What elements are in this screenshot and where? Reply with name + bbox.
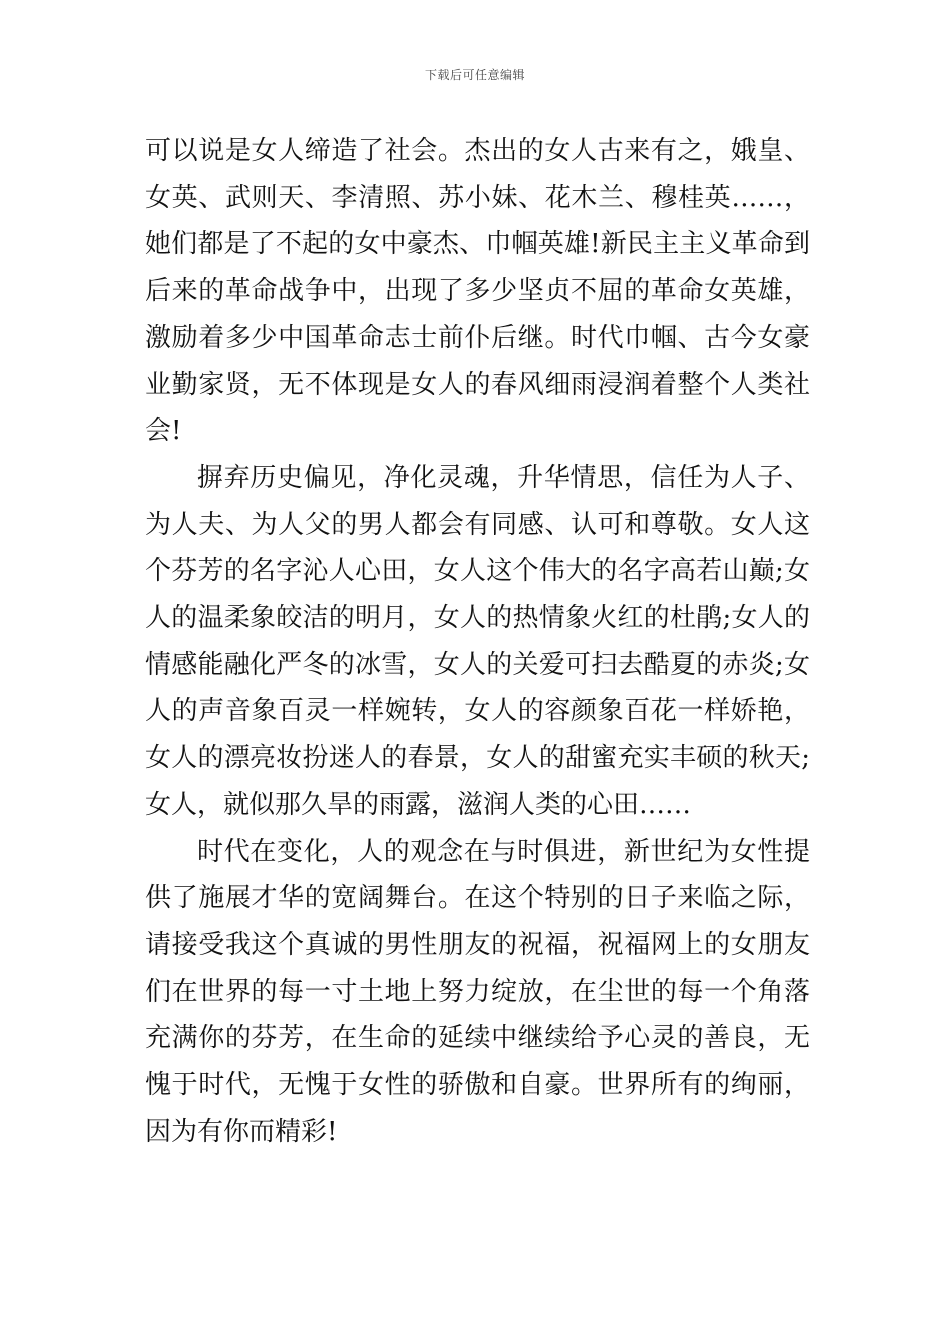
document-body bbox=[145, 128, 810, 1155]
paragraph-3: 时代在变化，人的观念在与时俱进，新世纪为女性提供了施展才华的宽阔舞台。在这个特别的日子来临之际，请接受我这个真诚的男性朋友的祝福，祝福网上的女朋友们在世界的每一寸土地上努力绽放，在尘世的每一个角落充满你的芬芳，在生命的延续中继续给予心灵的善良，无愧于时代，无愧于女性的骄傲和自豪。世界所有的绚丽，因为有你而精彩! bbox=[145, 836, 810, 1147]
paragraph-1: 可以说是女人缔造了社会。杰出的女人古来有之，娥皇、女英、武则天、李清照、苏小妹、花木兰、穆桂英……，她们都是了不起的女中豪杰、巾帼英雄!新民主主义革命到后来的革命战争中，出现了多少坚贞不屈的革命女英雄，激励着多少中国革命志士前仆后继。时代巾帼、古今女豪业勤家贤，无不体现是女人的春风细雨浸润着整个人类社会! bbox=[145, 136, 810, 447]
paragraph-2: 摒弃历史偏见，净化灵魂，升华情思，信任为人子、为人夫、为人父的男人都会有同感、认可和尊敬。女人这个芬芳的名字沁人心田，女人这个伟大的名字高若山巅;女人的温柔象皎洁的明月，女人的热情象火红的杜鹃;女人的情感能融化严冬的冰雪，女人的关爱可扫去酷夏的赤炎;女人的声音象百灵一样婉转，女人的容颜象百花一样娇艳，女人的漂亮妆扮迷人的春景，女人的甜蜜充实丰硕的秋天;女人，就似那久旱的雨露，滋润人类的心田…… bbox=[145, 462, 810, 820]
page-header: 下载后可任意编辑 bbox=[424, 68, 525, 82]
